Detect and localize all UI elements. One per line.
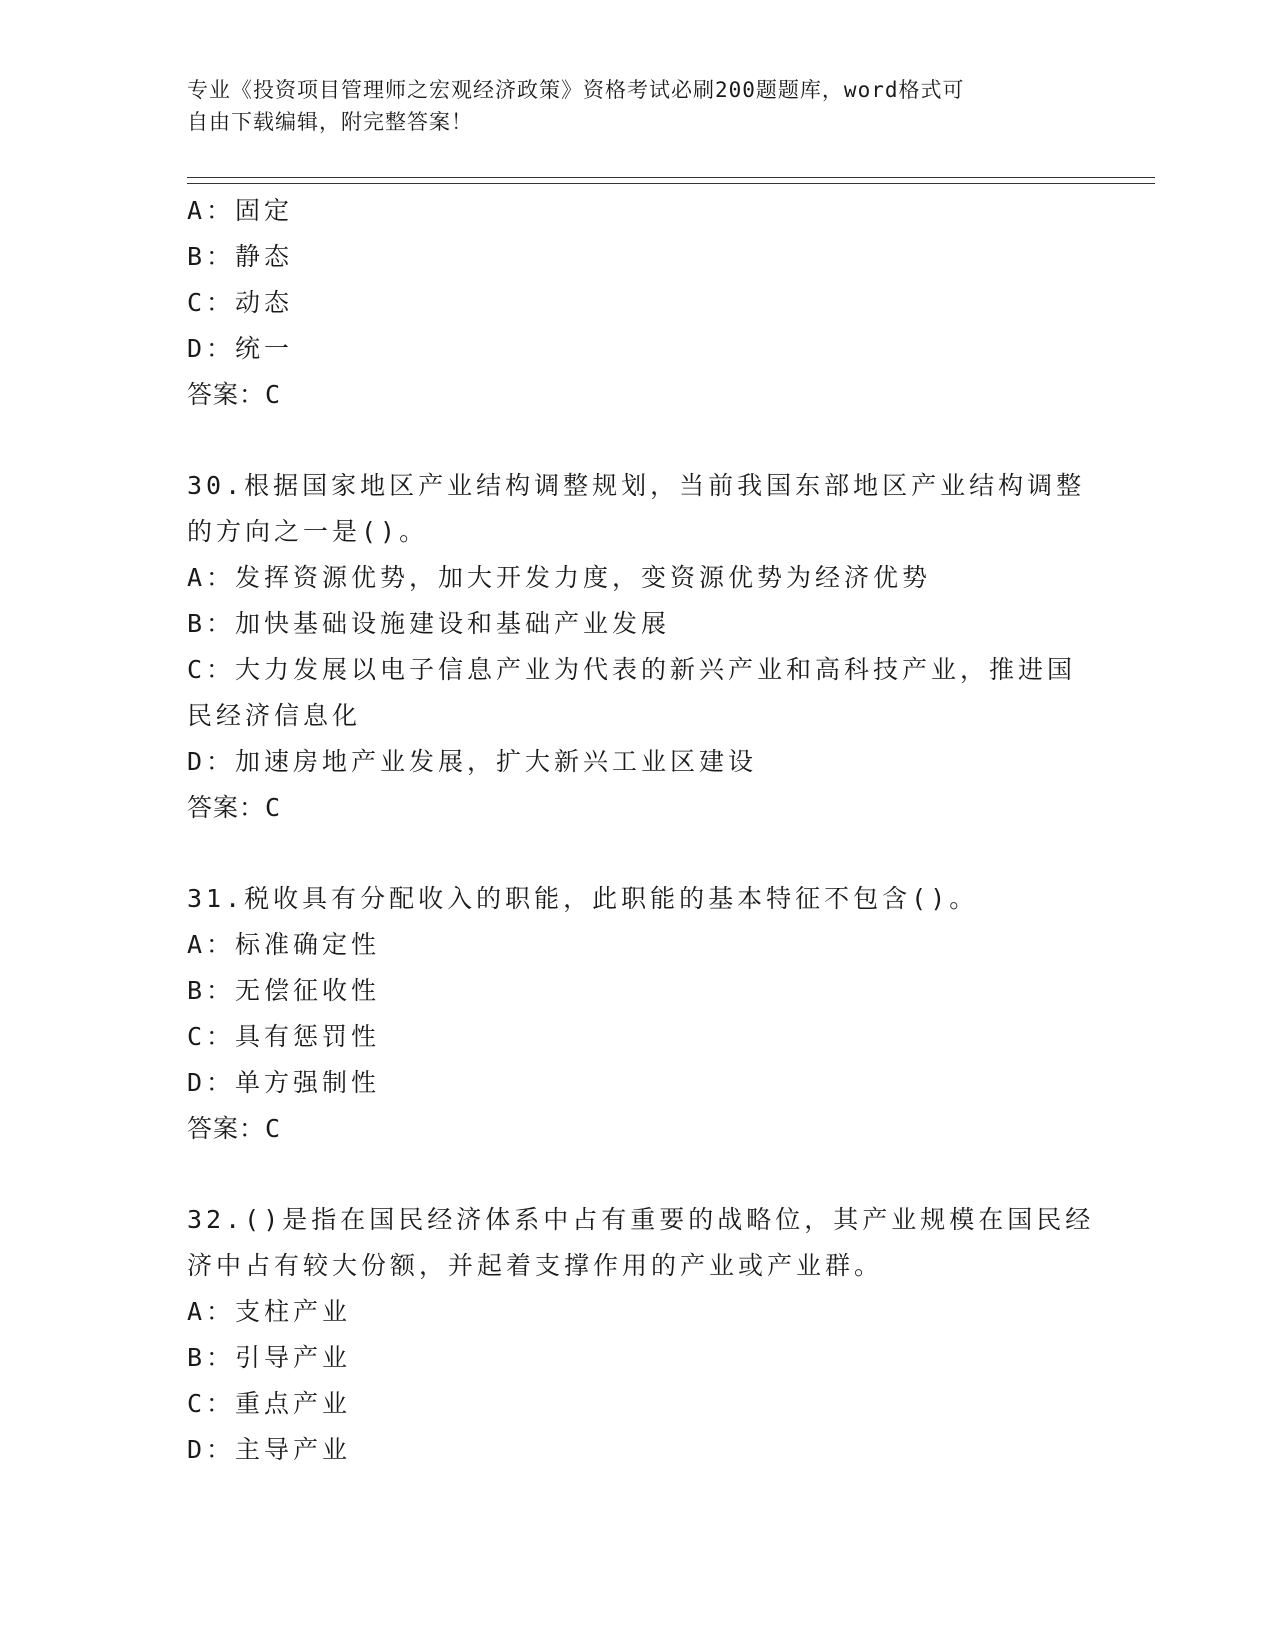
q32-stem-line-2: 济中占有较大份额，并起着支撑作用的产业或产业群。 [187,1251,884,1280]
header-line-2: 自由下载编辑，附完整答案！ [187,110,473,134]
question-32-block [187,1197,1095,1473]
spacer [187,418,1087,463]
q30-option-d: D：加速房地产业发展，扩大新兴工业区建设 [187,747,758,776]
header-line-1: 专业《投资项目管理师之宏观经济政策》资格考试必刷200题题库，word格式可 [187,78,965,102]
spacer [187,1152,1087,1197]
q32-option-a: A：支柱产业 [187,1297,352,1326]
q31-option-c: C：具有惩罚性 [187,1022,381,1051]
q29-option-c: C：动态 [187,288,294,317]
q31-option-a: A：标准确定性 [187,930,381,959]
q31-answer: 答案：C [187,1114,282,1143]
q30-option-b: B：加快基础设施建设和基础产业发展 [187,609,671,638]
question-content [187,188,1095,1473]
page-header [187,74,1087,138]
q32-option-c: C：重点产业 [187,1389,352,1418]
spacer [187,831,1087,876]
q31-option-b: B：无偿征收性 [187,976,381,1005]
header-divider [187,177,1155,184]
q30-answer: 答案：C [187,793,282,822]
question-31-block [187,876,1087,1152]
q30-stem-line-2: 的方向之一是()。 [187,517,429,546]
q32-option-b: B：引导产业 [187,1343,352,1372]
q31-option-d: D：单方强制性 [187,1068,381,1097]
q30-option-c-continued: 民经济信息化 [187,701,362,730]
q30-option-c: C：大力发展以电子信息产业为代表的新兴产业和高科技产业，推进国 [187,655,1077,684]
question-30-block [187,463,1087,831]
question-29-block [187,188,1087,418]
q32-stem-line-1: 32.()是指在国民经济体系中占有重要的战略位，其产业规模在国民经 [187,1205,1095,1234]
q29-option-a: A：固定 [187,196,294,225]
q29-option-b: B：静态 [187,242,294,271]
q30-option-a: A：发挥资源优势，加大开发力度，变资源优势为经济优势 [187,563,932,592]
q29-option-d: D：统一 [187,334,294,363]
q29-answer: 答案：C [187,380,282,409]
q31-stem: 31.税收具有分配收入的职能，此职能的基本特征不包含()。 [187,884,979,913]
q30-stem-line-1: 30.根据国家地区产业结构调整规划，当前我国东部地区产业结构调整 [187,471,1086,500]
q32-option-d: D：主导产业 [187,1435,352,1464]
